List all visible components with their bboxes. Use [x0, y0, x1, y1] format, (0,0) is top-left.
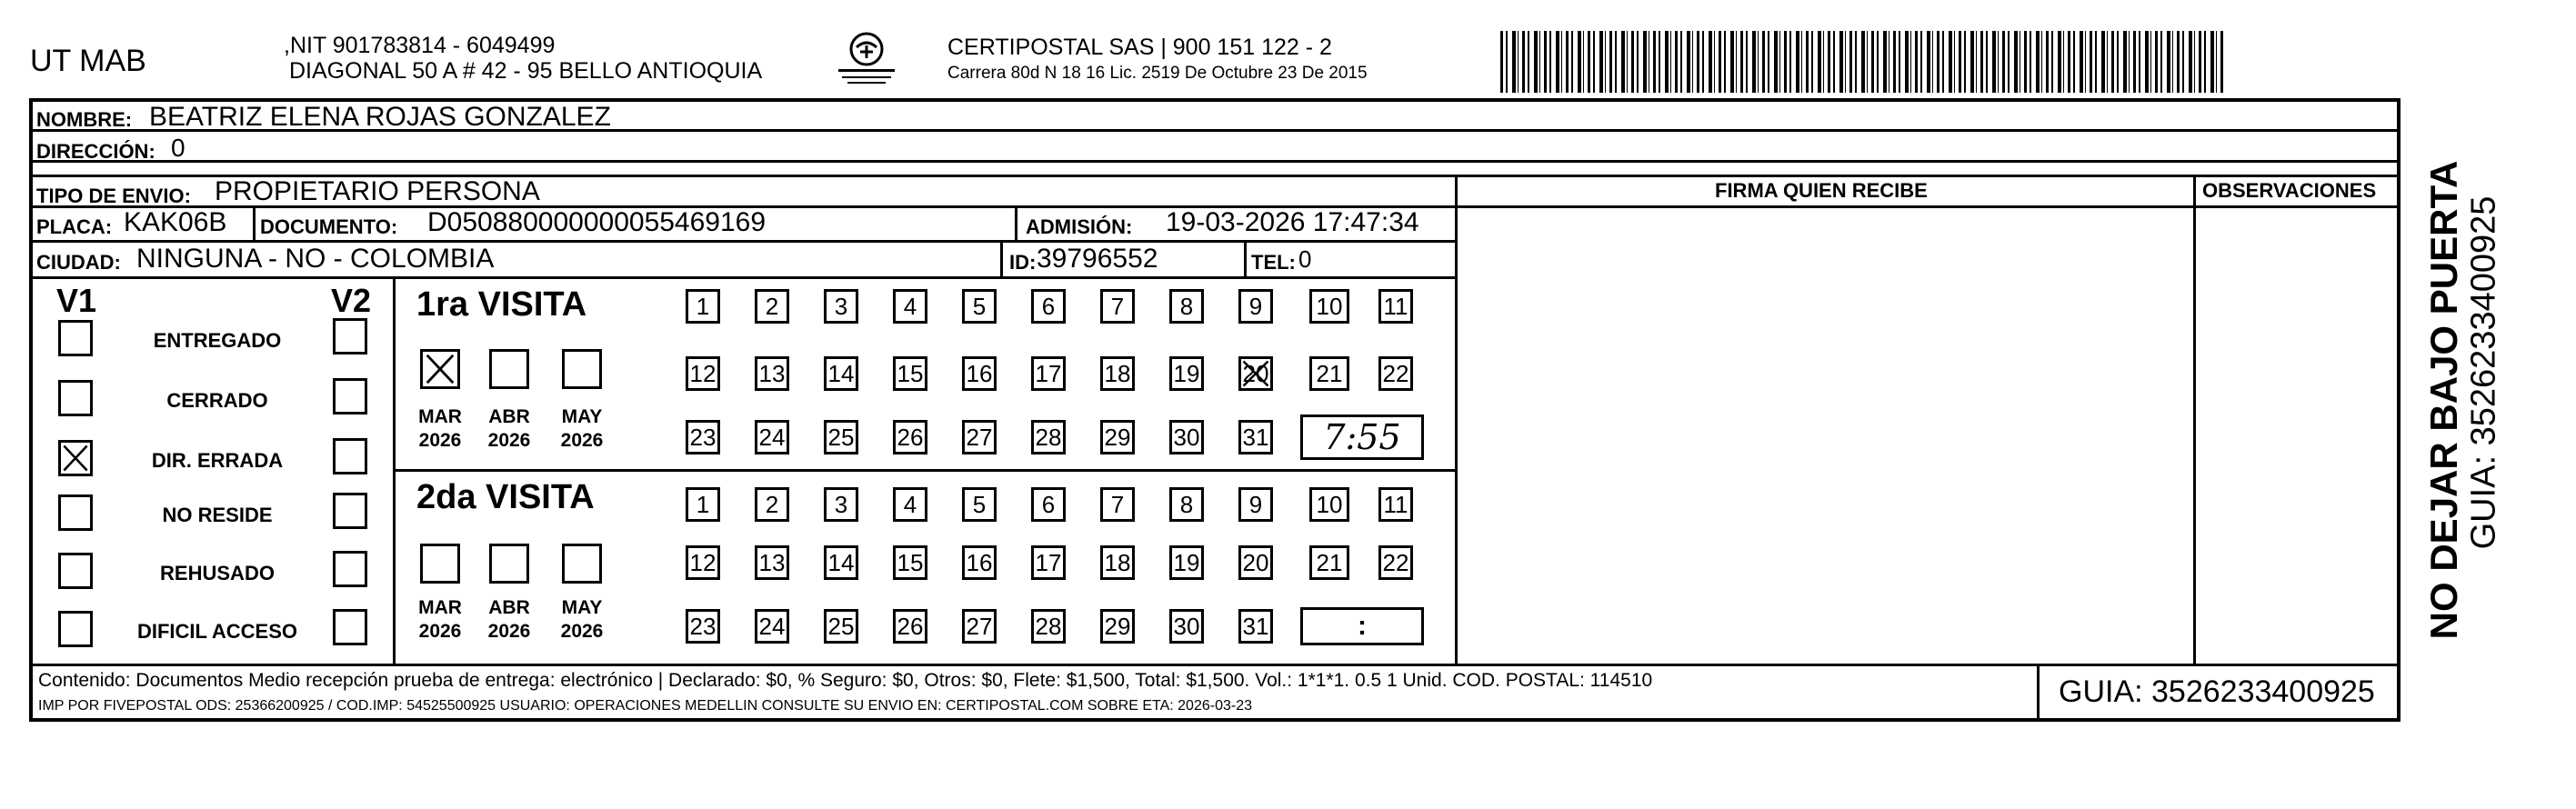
- visit1-title: 1ra VISITA: [416, 285, 587, 324]
- day-box-24[interactable]: 24: [755, 609, 789, 644]
- v2-checkbox[interactable]: [333, 609, 367, 645]
- day-box-5[interactable]: 5: [962, 487, 997, 522]
- barcode: [1500, 31, 2223, 93]
- day-box-31[interactable]: 31: [1238, 420, 1273, 454]
- day-box-28[interactable]: 28: [1031, 420, 1066, 454]
- nombre-value: BEATRIZ ELENA ROJAS GONZALEZ: [149, 102, 611, 132]
- day-box-9[interactable]: 9: [1238, 289, 1273, 324]
- tel-value: 0: [1298, 245, 1312, 273]
- v1-checkbox[interactable]: [58, 553, 93, 589]
- day-box-2[interactable]: 2: [755, 289, 789, 324]
- day-box-20[interactable]: 20: [1238, 356, 1273, 391]
- day-box-25[interactable]: 25: [824, 420, 858, 454]
- v2-checkbox[interactable]: [333, 378, 367, 414]
- nombre-label: NOMBRE:: [36, 108, 133, 131]
- day-box-12[interactable]: 12: [686, 356, 720, 391]
- month-label: MAY 2026: [560, 406, 604, 451]
- side-warning: NO DEJAR BAJO PUERTA: [2422, 160, 2465, 640]
- month-label: MAR 2026: [418, 406, 462, 451]
- admision-label: ADMISIÓN:: [1026, 215, 1133, 238]
- visit1-time: 7:55: [1323, 417, 1401, 457]
- day-box-19[interactable]: 19: [1169, 545, 1204, 580]
- month-checkbox-abr[interactable]: [489, 349, 529, 389]
- day-box-11[interactable]: 11: [1378, 487, 1413, 522]
- status-label: REHUSADO: [160, 562, 275, 584]
- admision-value: 19-03-2026 17:47:34: [1166, 207, 1419, 237]
- day-box-11[interactable]: 11: [1378, 289, 1413, 324]
- month-checkbox-mar[interactable]: [420, 544, 460, 584]
- day-box-16[interactable]: 16: [962, 356, 997, 391]
- day-box-8[interactable]: 8: [1169, 289, 1204, 324]
- sender-address: DIAGONAL 50 A # 42 - 95 BELLO ANTIOQUIA: [289, 58, 763, 84]
- footer-guia: GUIA: 3526233400925: [2059, 674, 2375, 709]
- tipo-envio-label: TIPO DE ENVIO:: [36, 185, 191, 207]
- x-mark-icon: [1241, 359, 1270, 388]
- day-box-26[interactable]: 26: [893, 420, 927, 454]
- month-checkbox-may[interactable]: [562, 349, 602, 389]
- month-checkbox-mar[interactable]: [420, 349, 460, 389]
- day-box-12[interactable]: 12: [686, 545, 720, 580]
- day-box-31[interactable]: 31: [1238, 609, 1273, 644]
- day-box-30[interactable]: 30: [1169, 420, 1204, 454]
- day-box-18[interactable]: 18: [1100, 356, 1135, 391]
- visit2-time-box[interactable]: [1300, 607, 1424, 645]
- day-box-15[interactable]: 15: [893, 545, 927, 580]
- day-box-27[interactable]: 27: [962, 420, 997, 454]
- day-box-29[interactable]: 29: [1100, 609, 1135, 644]
- direccion-value: 0: [171, 134, 185, 162]
- day-box-5[interactable]: 5: [962, 289, 997, 324]
- direccion-label: DIRECCIÓN:: [36, 140, 155, 163]
- v1-header: V1: [56, 282, 97, 319]
- day-box-20[interactable]: 20: [1238, 545, 1273, 580]
- day-box-25[interactable]: 25: [824, 609, 858, 644]
- month-label: MAR 2026: [418, 597, 462, 642]
- day-box-7[interactable]: 7: [1100, 289, 1135, 324]
- x-mark-icon: [61, 443, 90, 474]
- x-mark-icon: [423, 352, 457, 386]
- placa-label: PLACA:: [36, 215, 113, 238]
- tipo-envio-value: PROPIETARIO PERSONA: [215, 176, 540, 206]
- day-box-15[interactable]: 15: [893, 356, 927, 391]
- status-label: ENTREGADO: [153, 329, 282, 352]
- certipostal-logo: [835, 27, 898, 93]
- day-box-19[interactable]: 19: [1169, 356, 1204, 391]
- day-box-13[interactable]: 13: [755, 356, 789, 391]
- day-box-13[interactable]: 13: [755, 545, 789, 580]
- day-box-4[interactable]: 4: [893, 487, 927, 522]
- v2-checkbox[interactable]: [333, 493, 367, 529]
- v2-header: V2: [331, 282, 372, 319]
- day-box-16[interactable]: 16: [962, 545, 997, 580]
- tel-label: TEL:: [1251, 251, 1296, 274]
- day-box-29[interactable]: 29: [1100, 420, 1135, 454]
- day-box-10[interactable]: 10: [1309, 289, 1349, 324]
- id-label: ID:: [1009, 251, 1037, 274]
- month-label: MAY 2026: [560, 597, 604, 642]
- observaciones-header: OBSERVACIONES: [2202, 179, 2377, 202]
- v2-checkbox[interactable]: [333, 438, 367, 474]
- day-box-1[interactable]: 1: [686, 487, 720, 522]
- day-box-23[interactable]: 23: [686, 420, 720, 454]
- day-box-7[interactable]: 7: [1100, 487, 1135, 522]
- day-box-3[interactable]: 3: [824, 487, 858, 522]
- day-box-23[interactable]: 23: [686, 609, 720, 644]
- day-box-17[interactable]: 17: [1031, 356, 1066, 391]
- day-box-8[interactable]: 8: [1169, 487, 1204, 522]
- status-label: DIFICIL ACCESO: [136, 620, 297, 643]
- ciudad-value: NINGUNA - NO - COLOMBIA: [136, 244, 495, 274]
- day-box-14[interactable]: 14: [824, 545, 858, 580]
- day-box-14[interactable]: 14: [824, 356, 858, 391]
- visit1-time-box[interactable]: [1300, 414, 1424, 460]
- v1-checkbox[interactable]: [58, 494, 93, 531]
- day-box-24[interactable]: 24: [755, 420, 789, 454]
- month-label: ABR 2026: [487, 597, 531, 642]
- contenido-line: Contenido: Documentos Medio recepción prueba de entrega: electrónico | Declarado: $0, % Seguro: $0, Otros: $0, Flete: $1,500, Total: $1,500. Vol.: 1*1*1. 0.5 1 Unid. COD. POSTAL: 114510: [38, 670, 1653, 691]
- v1-checkbox[interactable]: [58, 380, 93, 416]
- status-label: DIR. ERRADA: [151, 449, 284, 472]
- v1-checkbox[interactable]: [58, 611, 93, 647]
- certipostal-address: Carrera 80d N 18 16 Lic. 2519 De Octubre 23 De 2015: [947, 64, 1368, 83]
- day-box-22[interactable]: 22: [1378, 356, 1413, 391]
- certipostal-name: CERTIPOSTAL SAS | 900 151 122 - 2: [947, 35, 1332, 60]
- day-box-10[interactable]: 10: [1309, 487, 1349, 522]
- day-box-30[interactable]: 30: [1169, 609, 1204, 644]
- day-box-6[interactable]: 6: [1031, 289, 1066, 324]
- company-name: UT MAB: [30, 44, 146, 78]
- ciudad-label: CIUDAD:: [36, 251, 121, 274]
- day-box-1[interactable]: 1: [686, 289, 720, 324]
- id-value: 39796552: [1037, 244, 1158, 274]
- v2-checkbox[interactable]: [333, 551, 367, 587]
- day-box-4[interactable]: 4: [893, 289, 927, 324]
- day-box-18[interactable]: 18: [1100, 545, 1135, 580]
- v1-checkbox[interactable]: [58, 440, 93, 476]
- visit2-title: 2da VISITA: [416, 478, 595, 516]
- month-label: ABR 2026: [487, 406, 531, 451]
- day-box-28[interactable]: 28: [1031, 609, 1066, 644]
- day-box-9[interactable]: 9: [1238, 487, 1273, 522]
- v2-checkbox[interactable]: [333, 318, 367, 355]
- status-label: CERRADO: [166, 389, 268, 412]
- day-box-6[interactable]: 6: [1031, 487, 1066, 522]
- day-box-17[interactable]: 17: [1031, 545, 1066, 580]
- day-box-21[interactable]: 21: [1309, 545, 1349, 580]
- documento-label: DOCUMENTO:: [260, 215, 398, 238]
- placa-value: KAK06B: [124, 207, 227, 237]
- day-box-22[interactable]: 22: [1378, 545, 1413, 580]
- month-checkbox-abr[interactable]: [489, 544, 529, 584]
- day-box-27[interactable]: 27: [962, 609, 997, 644]
- day-box-3[interactable]: 3: [824, 289, 858, 324]
- visit2-time: :: [1358, 611, 1367, 641]
- day-box-2[interactable]: 2: [755, 487, 789, 522]
- nit-text: ,NIT 901783814 - 6049499: [284, 33, 556, 58]
- firma-header: FIRMA QUIEN RECIBE: [1715, 179, 1928, 202]
- side-guia: GUIA: 3526233400925: [2464, 195, 2503, 550]
- v1-checkbox[interactable]: [58, 320, 93, 356]
- status-label: NO RESIDE: [162, 504, 273, 526]
- documento-value: D050880000000055469169: [427, 207, 767, 237]
- month-checkbox-may[interactable]: [562, 544, 602, 584]
- imp-line: IMP POR FIVEPOSTAL ODS: 25366200925 / COD.IMP: 54525500925 USUARIO: OPERACIONES MEDELLIN CONSULTE SU ENVIO EN: CERTIPOSTAL.COM SOBRE ETA: 2026-03-23: [38, 698, 1252, 714]
- day-box-26[interactable]: 26: [893, 609, 927, 644]
- day-box-21[interactable]: 21: [1309, 356, 1349, 391]
